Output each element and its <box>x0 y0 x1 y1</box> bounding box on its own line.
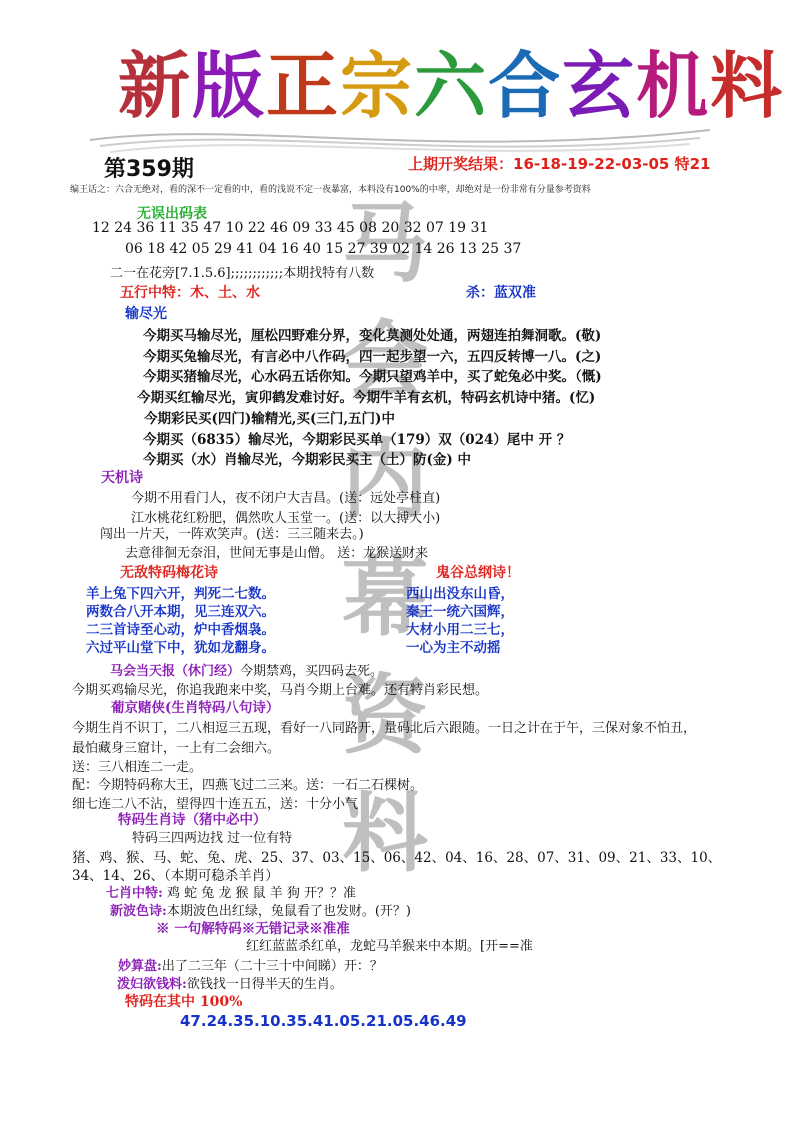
wudi-line: 羊上兔下四六开，判死二七数。 <box>86 586 275 602</box>
shujin-line: 今期买红输尽光，寅卯鹤发难讨好。今期牛羊有玄机，特码玄机诗中猪。(忆) <box>137 390 596 406</box>
shengxiao-title: 特码生肖诗（猪中必中） <box>118 812 267 828</box>
miaosuan-text: 出了二三年（二十三十中间睇）开：？ <box>161 959 383 974</box>
mahui-label: 马会当天报（休门经） <box>110 664 241 679</box>
last-result: 上期开奖结果：16-18-19-22-03-05 特21 <box>408 155 711 173</box>
miaosuan-line <box>118 955 383 974</box>
tianji-line: 今期不用看门人，夜不闭户大吉昌。(送：远处亭柱直) <box>131 491 441 506</box>
xinbo-label: 新波色诗: <box>110 904 167 919</box>
shengxiao-numbers: 34、14、26、（本期可稳杀羊肖） <box>72 868 279 884</box>
shujin-line: 今期买兔输尽光，有言必中八作码，四一起步望一六，五四反转博一八。(之) <box>143 349 602 365</box>
xinbo-text: 本期波色出红绿，兔鼠看了也发财。(开？) <box>166 904 411 919</box>
tianji-line: 去意徘徊无奈泪，世间无事是山僧。 送：龙猴送财来 <box>125 546 429 561</box>
pujing-line: 送：三八相连二一走。 <box>72 760 203 775</box>
sha-line: 杀：蓝双准 <box>466 285 536 301</box>
guigu-title: 鬼谷总纲诗！ <box>436 565 520 581</box>
shengxiao-numbers: 猪、鸡、猴、马、蛇、兔、虎、25、37、03、15、06、42、04、16、28、07、31、09、21、33、10、 <box>72 850 722 866</box>
shujin-line: 今期买猪输尽光，心水码五话你知。今期只望鸡羊中，买了蛇兔必中奖。（慨) <box>143 369 602 385</box>
guigu-line: 大材小用二三七， <box>406 622 514 638</box>
huadang-line: 二一在花旁[7.1.5.6];;;;;;;;;;;;本期找特有八数 <box>110 266 375 281</box>
title-char: 合 <box>488 43 563 128</box>
wudi-line: 二三首诗至心动，炉中香烟袅。 <box>86 622 275 638</box>
watermark-text: 马会内幕资料 <box>342 193 428 884</box>
yiju-title: ※ 一句解特码※无错记录※准准 <box>156 921 350 937</box>
shujin-line: 今期买（水）肖输尽光，今期彩民买主（土）防(金) 中 <box>143 452 471 468</box>
wuwu-title: 无误出码表 <box>137 206 207 222</box>
qixiao-text: 鸡 蛇 兔 龙 猴 鼠 羊 狗 开？？准 <box>166 886 357 901</box>
number-row-2: 06 18 42 05 29 41 04 16 40 15 27 39 02 14 26 13 25 37 <box>125 241 522 257</box>
guigu-line: 秦王一统六国辉， <box>406 604 514 620</box>
mahui-line-2: 今期买鸡输尽光，你追我跑来中奖，马肖今期上台难。还有特肖彩民想。 <box>72 683 489 698</box>
editor-note: 编王话之：六合无绝对，看的深不一定看的中，看的浅说不定一夜暴富，本料没有100%的中率，却绝对是一份非常有分量参考资料 <box>70 185 591 195</box>
shujin-line: 今期买马输尽光，厘松四野难分界，变化莫测处处通，两翅连拍舞洞歌。(敬) <box>143 328 602 344</box>
title-char: 玄 <box>562 43 637 128</box>
wuxing-line: 五行中特：木、土、水 <box>120 285 260 301</box>
wudi-title: 无敌特码梅花诗 <box>120 565 218 581</box>
number-row-1: 12 24 36 11 35 47 10 22 46 09 33 45 08 20 32 07 19 31 <box>92 220 489 236</box>
shujin-line: 今期买（6835）输尽光，今期彩民买单（179）双（024）尾中 开 ？ <box>143 432 571 448</box>
pofu-line <box>117 973 343 992</box>
tianji-title: 天机诗 <box>101 470 143 486</box>
title-char: 料 <box>710 43 785 128</box>
guigu-line: 一心为主不动摇 <box>406 640 501 656</box>
shujin-line: 今期彩民买(四门)输精光,买(三门,五门)中 <box>144 411 395 427</box>
yiju-text: 红红蓝蓝杀红单，龙蛇马羊猴来中本期。[开==准 <box>246 939 533 954</box>
tianji-line: 闯出一片天，一阵欢笑声。(送：三三随来去。) <box>100 527 364 542</box>
shujin-title: 输尽光 <box>125 306 167 322</box>
wudi-line: 六过平山堂下中，犹如龙翻身。 <box>86 640 275 656</box>
tema-numbers: 47.24.35.10.35.41.05.21.05.46.49 <box>180 1012 467 1030</box>
pujing-line: 最怕藏身三窟计，一上有二会细六。 <box>72 741 281 756</box>
mahui-text: 今期禁鸡，买四码去死。 <box>240 664 384 679</box>
title-char: 宗 <box>340 43 415 128</box>
pofu-label: 泼妇欲钱料: <box>117 977 187 992</box>
pujing-title: 葡京赌侠(生肖特码八句诗） <box>111 700 280 716</box>
guigu-line: 西山出没东山昏， <box>406 586 514 602</box>
tema-title: 特码在其中 100% <box>125 994 243 1010</box>
qixiao-label: 七肖中特: <box>106 886 163 901</box>
pujing-line: 配：今期特码称大王，四燕飞过二三来。送：一石二石棵树。 <box>72 778 424 793</box>
mahui-line <box>110 660 383 679</box>
pujing-line: 细七连二八不沾，望得四十连五五，送：十分小气 <box>72 797 359 812</box>
shengxiao-line: 特码三四两边找 过一位有特 <box>132 831 293 846</box>
title-char: 新 <box>118 43 193 128</box>
title-char: 正 <box>266 43 341 128</box>
title-char: 机 <box>636 43 711 128</box>
title-char: 版 <box>192 43 267 128</box>
pujing-line: 今期生肖不识丁，二八相逗三五现，看好一八同路开，量码北后六跟随。一日之计在于午，三保对象不怕丑， <box>72 721 697 736</box>
wudi-line: 两数合八开本期，见三连双六。 <box>86 604 275 620</box>
issue-number: 第359期 <box>104 157 194 182</box>
tianji-line: 江水桃花红粉肥，偶然吹人玉堂一。(送：以大搏大小) <box>131 511 441 526</box>
pofu-text: 欲钱找一日得半天的生肖。 <box>186 977 343 992</box>
title-char: 六 <box>414 43 489 128</box>
miaosuan-label: 妙算盘: <box>118 959 162 974</box>
qixiao-line <box>106 882 356 901</box>
